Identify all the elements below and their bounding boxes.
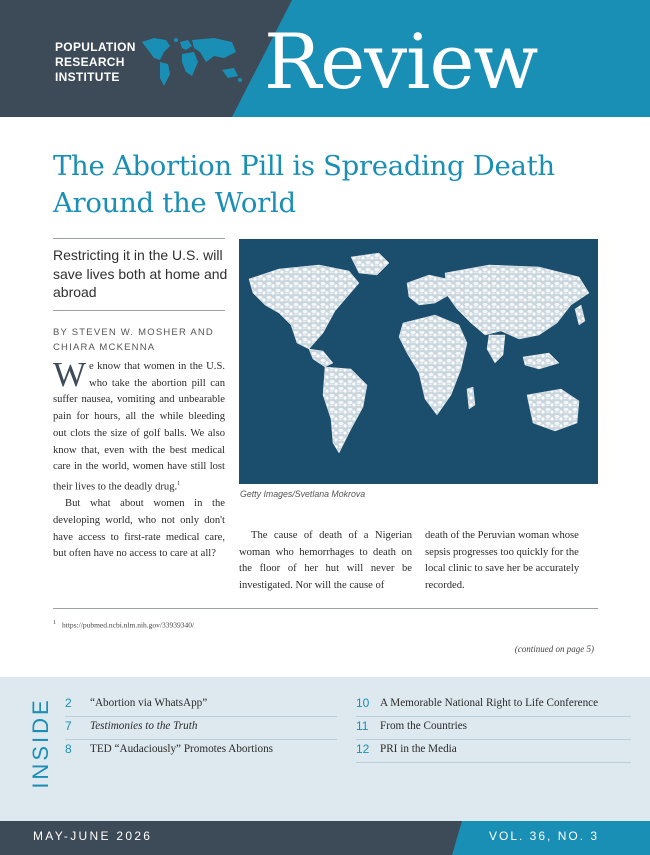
masthead-title: Review [264,17,538,106]
institute-brand [55,40,136,85]
issue-date: MAY-JUNE 2026 [33,829,153,843]
toc-left [65,694,337,762]
toc-title: From the Countries [380,720,468,732]
toc-title: “Abortion via WhatsApp” [90,697,208,709]
toc-page-number: 11 [356,719,369,733]
toc-title: TED “Audaciously” Promotes Abortions [90,743,274,755]
continued-note: (continued on page 5) [514,644,594,654]
footnote [53,620,194,630]
inside-label-text: INSIDE [28,697,53,789]
toc-page-number: 10 [356,696,370,710]
article-body-col3: death of the Peruvian woman whose sepsis progresses too quickly for the local clinic to save her be accurately recorded. [425,530,580,592]
toc-right [356,694,631,763]
article-subtitle: Restricting it in the U.S. will save lives both at home and abroad [53,247,228,300]
footnote-ref: 1 [177,480,181,487]
toc-item[interactable] [65,740,337,762]
toc-item[interactable] [356,717,631,740]
byline: BY STEVEN W. MOSHER AND CHIARA MCKENNA [53,327,214,353]
toc-title: A Memorable National Right to Life Conference [380,697,599,709]
toc-item[interactable] [356,694,631,717]
toc-page-number: 12 [356,742,370,756]
drop-cap: W [53,355,87,394]
toc-title: PRI in the Media [380,743,457,755]
issue-volume: VOL. 36, NO. 3 [489,829,600,843]
toc-page-number: 7 [65,719,72,733]
toc-item[interactable] [356,740,631,763]
toc-page-number: 8 [65,742,72,756]
world-map-logo-icon [136,34,244,92]
article-body-col2: The cause of death of a Nigerian woman who hemorrhages to death on the floor of her hut will never be investigated. Nor will the cause of [239,530,412,592]
footnote-link[interactable]: https://pubmed.ncbi.nlm.nih.gov/33939340/ [62,620,195,630]
divider [53,238,225,239]
toc-page-number: 2 [65,696,72,710]
brand-line: RESEARCH [55,55,125,69]
footnote-mark: 1 [53,620,56,626]
paragraph-text: e know that women in the U.S. who take the abortion pill can suffer nausea, vomiting and unbearable pain for hours, all the while bleeding out clots the size of golf balls. We also know that, even with the best medical care in the world, women have still lost their lives to the deadly drug. [53,361,225,493]
brand-line: INSTITUTE [55,70,120,84]
brand-line: POPULATION [55,40,136,54]
toc-item[interactable] [65,717,337,740]
toc-item[interactable] [65,694,337,717]
world-map-pills-photo [239,239,598,484]
paragraph: But what about women in the developing world, who not only don't have access to first-rate medical care, but often have no access to care at all? [53,498,225,560]
divider [53,608,598,609]
photo-illustration [239,239,598,484]
article-title: The Abortion Pill is Spreading Death Around the World [53,150,555,219]
inside-label [26,690,56,796]
toc-title: Testimonies to the Truth [90,720,198,732]
divider [53,310,225,311]
paragraph [53,355,225,496]
article-body-left [53,355,225,563]
image-caption: Getty Images/Svetlana Mokrova [240,489,366,499]
